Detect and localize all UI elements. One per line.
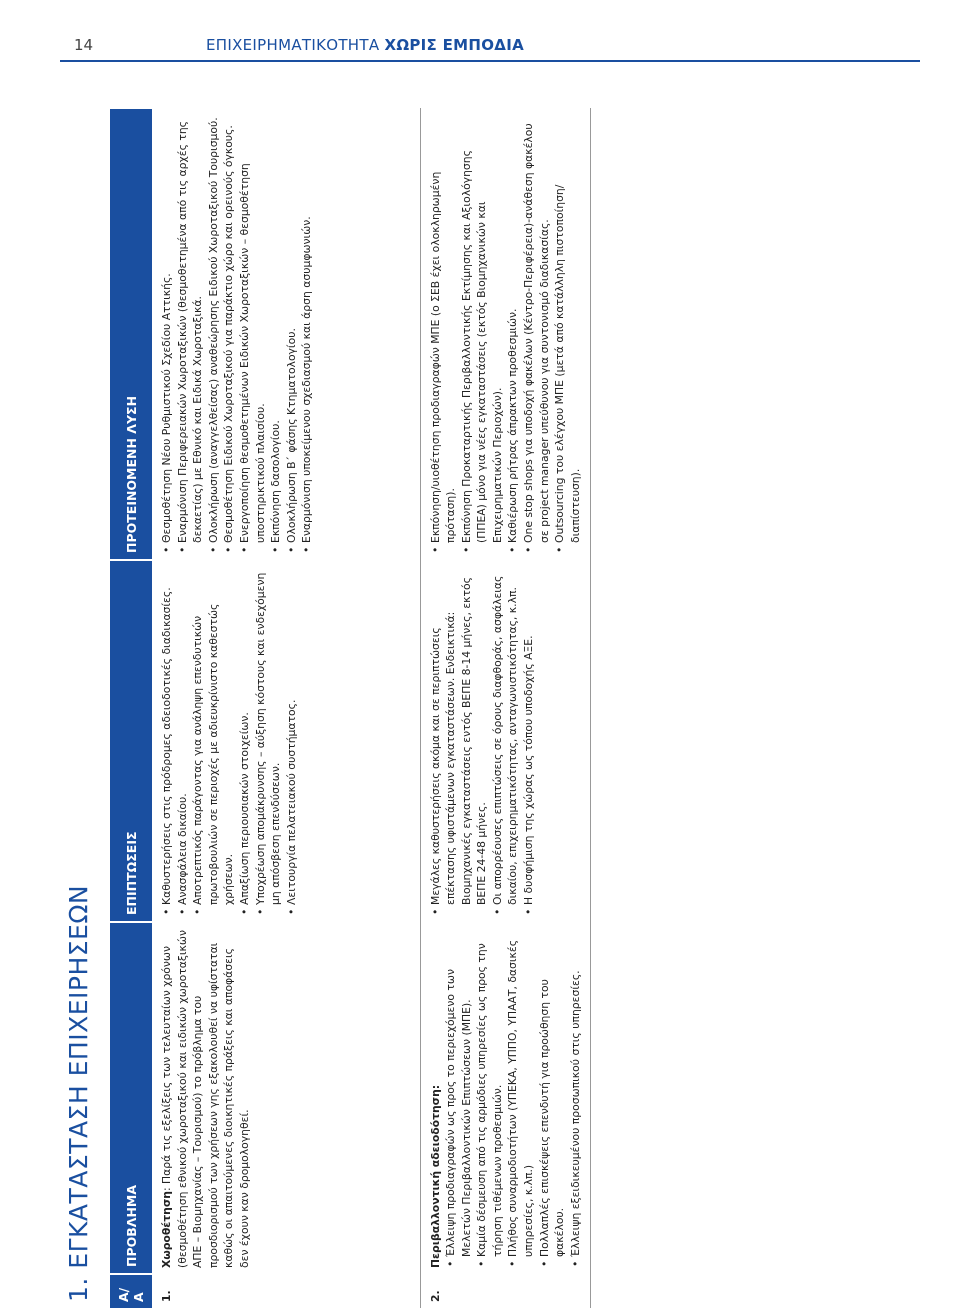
problem-lead: : Παρά τις εξελίξεις των τελευταίων χρόνων (θεσμοθέτηση εθνικού χωροταξικού και ειδικών χωροταξικών ΑΠΕ – Βιομηχανίας – Τουρισμού) το πρόβλημα του προσδιορισμού των χρήσεων γης εξακολουθεί να υφίσταται καθώς οι απαιτούμενες διοικητικές πράξεις και αποφάσεις δεν έχουν καν δρομολογηθεί. [160,930,251,1268]
page-number: 14 [74,36,94,54]
problem-list [443,928,583,1268]
running-header [206,36,524,54]
list-item: • Έλλειψη εξειδικευμένου προσωπικού στις υπηρεσίες. [568,928,584,1268]
list-item: • Απαξίωση περιουσιακών στοιχείων. [237,566,253,916]
list-item: • Η δυσφήμιση της χώρας ως τόπου υποδοχής ΑΞΕ. [521,566,537,916]
list-item: • Θεσμοθέτηση Νέου Ρυθμιστικού Σχεδίου Αττικής. [159,114,175,554]
list-item: • Καθιέρωση ρήτρας άπρακτων προθεσμιών. [505,114,521,554]
list-item: • Θεσμοθέτηση Ειδικού Χωροταξικού για παράκτιο χώρο και ορεινούς όγκους. [221,114,237,554]
row-number: 2. [420,1274,591,1308]
list-item: • Λειτουργία πελατειακού συστήματος. [284,566,300,916]
list-item: • Πλήθος συναρμοδιοτήτων (ΥΠΕΚΑ, ΥΠΠΟ, ΥΠΑΑΤ, δασικές υπηρεσίες, κ.λπ.) [505,928,536,1268]
header-rule [60,60,920,62]
col-header-impacts: ΕΠΙΠΤΩΣΕΙΣ [110,560,152,922]
table-row [420,108,591,1308]
list-item: • One stop shops για υποδοχή φακέλων (Κέντρο-Περιφέρεια)-ανάθεση φακέλου σε project manager υπεύθυνου για συντονισμό διαδικασίας. [521,114,552,554]
table-header-row [110,108,152,1308]
col-header-num: Α/Α [110,1274,152,1308]
list-item: • Ενεργοποίηση θεσμοθετημένων Ειδικών Χωροταξικών – θεσμοθέτηση υποστηρικτικού πλαισίου. [237,114,268,554]
list-item: • Εναρμόνιση Περιφερειακών Χωροταξικών (θεσμοθετημένα από τις αρχές της δεκαετίας) με Εθνικό και Ειδικά Χωροταξικά. [175,114,206,554]
impacts-cell [152,560,420,922]
list-item: • Καμία δέσμευση από τις αρμόδιες υπηρεσίες ως προς την τήρηση τιθέμενων προθεσμιών. [474,928,505,1268]
section-title: 1. ΕΓΚΑΤΑΣΤΑΣΗ ΕΠΙΧΕΙΡΗΣΕΩΝ [64,884,93,1302]
list-item: • Ανασφάλεια δικαίου. [175,566,191,916]
list-item: • Εκπόνηση Προκαταρτικής Περιβαλλοντικής Εκτίμησης και Αξιολόγησης (ΠΠΕΑ) μόνο για νέες εγκαταστάσεις (εκτός Βιομηχανικών και Επιχειρηματικών Περιοχών). [459,114,506,554]
solutions-list [159,114,315,554]
col-header-problem: ΠΡΟΒΛΗΜΑ [110,922,152,1274]
list-item: • Outsourcing του ελέγχου ΜΠΕ (μετά από κατάλληλη πιστοποίηση/διαπίστευση). [552,114,583,554]
list-item: • Πολλαπλές επισκέψεις επενδυτή για προώθηση του φακέλου. [537,928,568,1268]
list-item: • Καθυστερήσεις στις πρόδρομες αδειοδοτικές διαδικασίες. [159,566,175,916]
list-item: • Ολοκλήρωση Β΄ φάσης Κτηματολογίου. [284,114,300,554]
list-item: • Υποχρέωση απομάκρυνσης – αύξηση κόστους και ενδεχόμενη μη απόσβεση επενδύσεων. [253,566,284,916]
solution-cell [420,108,591,560]
list-item: • Μεγάλες καθυστερήσεις ακόμα και σε περιπτώσεις επέκτασης υφιστάμενων εγκαταστάσεων. Ενδεικτικά: Βιομηχανικές εγκαταστάσεις εντός ΒΕΠΕ 8-14 μήνες, εκτός ΒΕΠΕ 24-48 μήνες. [428,566,490,916]
row-number: 1. [152,1274,420,1308]
list-item: • Οι απορρέουσες επιπτώσεις σε όρους διαφθοράς, ασφάλειας δικαίου, επιχειρηματικότητας, ανταγωνιστικότητας, κ.λπ. [490,566,521,916]
rotated-table-area [50,88,930,1308]
impacts-cell [420,560,591,922]
impacts-list [428,566,537,916]
problem-text [159,928,253,1268]
col-header-solution: ΠΡΟΤΕΙΝΟΜΕΝΗ ΛΥΣΗ [110,108,152,560]
solution-cell [152,108,420,560]
problem-text [428,928,444,1268]
impacts-list [159,566,299,916]
running-header-regular: ΕΠΙΧΕΙΡΗΜΑΤΙΚΟΤΗΤΑ [206,36,385,54]
problem-cell [420,922,591,1274]
problem-cell [152,922,420,1274]
list-item: • Εναρμόνιση υποκείμενου σχεδιασμού και άρση ασυμφωνιών. [299,114,315,554]
list-item: • Αποτρεπτικός παράγοντας για ανάληψη επενδυτικών πρωτοβουλιών σε περιοχές με αδιευκρίνιστο καθεστώς χρήσεων. [190,566,237,916]
list-item: • Ολοκλήρωση (αναγγελθείσας) αναθεώρησης Ειδικού Χωροταξικού Τουρισμού. [206,114,222,554]
list-item: • Έλλειψη προδιαγραφών ως προς το περιεχόμενο των Μελετών Περιβαλλοντικών Επιπτώσεων (ΜΠΕ). [443,928,474,1268]
list-item: • Εκπόνηση/υιοθέτηση προδιαγραφών ΜΠΕ (ο ΣΕΒ έχει ολοκληρωμένη πρόταση). [428,114,459,554]
running-header-bold: ΧΩΡΙΣ ΕΜΠΟΔΙΑ [384,36,524,54]
problem-title: Περιβαλλοντική αδειοδότηση: [428,1084,442,1268]
list-item: • Εκπόνηση δασολογίου. [268,114,284,554]
problem-title: Χωροθέτηση [160,1191,173,1268]
issues-table [110,107,591,1308]
solutions-list [428,114,584,554]
table-row [152,108,420,1308]
